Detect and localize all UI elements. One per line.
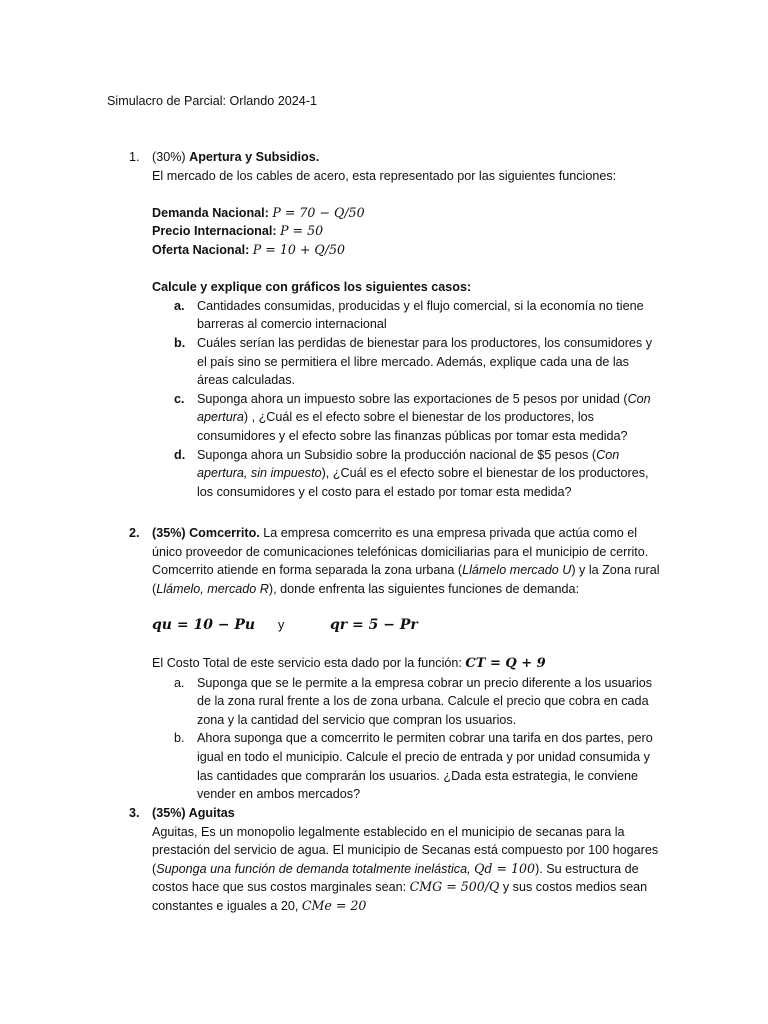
sub-item-label: a. — [174, 675, 185, 690]
paragraph-text: ), donde enfrenta las siguientes funciones de demanda: — [268, 581, 580, 596]
paragraph-text: y sus costos medios sean constantes e iguales a 20, — [152, 880, 648, 913]
question-body-cont — [152, 654, 662, 804]
question-body — [152, 804, 662, 916]
equation-label: Precio Internacional: — [152, 224, 277, 239]
paragraph-text: El Costo Total de este servicio esta dado por la función: — [152, 656, 466, 670]
question-paragraph — [152, 524, 662, 598]
sub-item-d — [152, 446, 662, 502]
sub-item-label: b. — [174, 335, 186, 350]
sub-item-text: ), ¿Cuál es el efecto sobre el bienestar de los productores, los consumidores y el costo para el estado por tomar esta medida? — [197, 466, 649, 499]
question-intro: El mercado de los cables de acero, esta representado por las siguientes funciones: — [152, 168, 617, 183]
sub-item-text: Cantidades consumidas, producidas y el flujo comercial, si la economía no tiene barreras al comercio internacional — [197, 298, 644, 332]
question-title: (35%) Aguitas — [152, 806, 235, 820]
equation: Qd = 100 — [474, 860, 536, 876]
equation: CMG = 500/Q — [409, 879, 500, 895]
equation: CMe = 20 — [301, 897, 367, 913]
equation: P = 70 − Q/50 — [272, 204, 365, 220]
sub-item-label: a. — [174, 298, 185, 313]
equation-cost: CT = Q + 9 — [465, 656, 546, 671]
equation-supply — [152, 241, 662, 260]
sub-item-b — [152, 334, 662, 390]
equation-label: Oferta Nacional: — [152, 242, 250, 257]
sub-item-text: Ahora suponga que a comcerrito le permiten cobrar una tarifa en dos partes, pero igual en todo el municipio. Calcule el precio de entrada y por unidad consumida y las cantidades que comprarán los usuarios. ¿Dada esta estrategia, le conviene vender en ambos mercados? — [197, 731, 653, 802]
sub-item-text: Suponga ahora un impuesto sobre las exportaciones de 5 pesos por unidad ( — [197, 391, 628, 406]
equation-rural: qr = 5 − Pr — [330, 617, 418, 633]
sub-item-c — [152, 390, 662, 446]
question-body — [152, 524, 662, 598]
paragraph-text: Aguitas, Es un monopolio legalmente establecido en el municipio de secanas para la prestación del servicio de agua. El municipio de Secanas está compuesto por 100 hogares ( — [152, 824, 659, 876]
paragraph-italic: Llámelo, mercado R — [156, 581, 269, 596]
document-title: Simulacro de Parcial: Orlando 2024-1 — [107, 94, 318, 108]
sub-item-text: ) , ¿Cuál es el efecto sobre el bienestar de los productores, los consumidores y el efecto sobre las finanzas públicas por tomar esta medida? — [197, 410, 628, 443]
cases-heading: Calcule y explique con gráficos los siguientes casos: — [152, 280, 472, 295]
sub-item-text: Suponga que se le permite a la empresa cobrar un precio diferente a los usuarios de la zona rural frente a los de zona urbana. Calcule el precio que cobra en cada zona y la cantidad del servicio que compran los usuarios. — [197, 675, 653, 727]
sub-item-a — [152, 674, 662, 730]
sub-item-text: Suponga ahora un Subsidio sobre la producción nacional de $5 pesos ( — [197, 447, 597, 462]
question-title: Apertura y Subsidios. — [189, 150, 320, 164]
equation-connector: y — [278, 618, 285, 632]
question-number: 2. — [129, 526, 140, 540]
sub-item-label: c. — [174, 391, 185, 406]
sub-item-text: Cuáles serían las perdidas de bienestar para los productores, los consumidores y el país sino se permitiera el libre mercado. Además, explique cada una de las áreas calculadas. — [197, 335, 653, 388]
sub-item-a — [152, 297, 662, 334]
sub-item-label: b. — [174, 731, 185, 746]
question-body — [152, 148, 662, 501]
sub-item-label: d. — [174, 447, 186, 462]
sub-item-italic: Con apertura — [197, 391, 651, 425]
cost-function — [152, 654, 662, 674]
equation: P = 10 + Q/50 — [252, 241, 345, 257]
equation: P = 50 — [280, 223, 324, 239]
paragraph-text: ) y la Zona rural ( — [152, 563, 660, 596]
question-paragraph — [152, 823, 662, 916]
equation-urban: qu = 10 − Pu — [152, 617, 256, 633]
paragraph-text: ). Su estructura de costos hace que sus costos marginales sean: — [152, 861, 639, 895]
paragraph-italic: Suponga una función de demanda totalmente inelástica, — [156, 861, 475, 876]
equation-price — [152, 222, 662, 241]
equation-label: Demanda Nacional: — [152, 205, 269, 220]
equation-demand — [152, 204, 662, 223]
question-heading — [152, 148, 662, 167]
question-title: (35%) Comcerrito. — [152, 526, 260, 540]
paragraph-text: La empresa comcerrito es una empresa privada que actúa como el único proveedor de comunicaciones telefónicas domiciliarias para el municipio de cerrito. Comcerrito atiende en forma separada la zona urbana ( — [152, 526, 649, 578]
sub-item-b — [152, 729, 662, 803]
question-weight: (30%) — [152, 150, 186, 164]
paragraph-italic: Llámelo mercado U — [462, 563, 572, 578]
sub-item-italic: Con apertura, sin impuesto — [197, 447, 620, 481]
question-number: 1. — [129, 150, 140, 164]
question-number: 3. — [129, 806, 140, 820]
demand-equations — [0, 616, 768, 638]
